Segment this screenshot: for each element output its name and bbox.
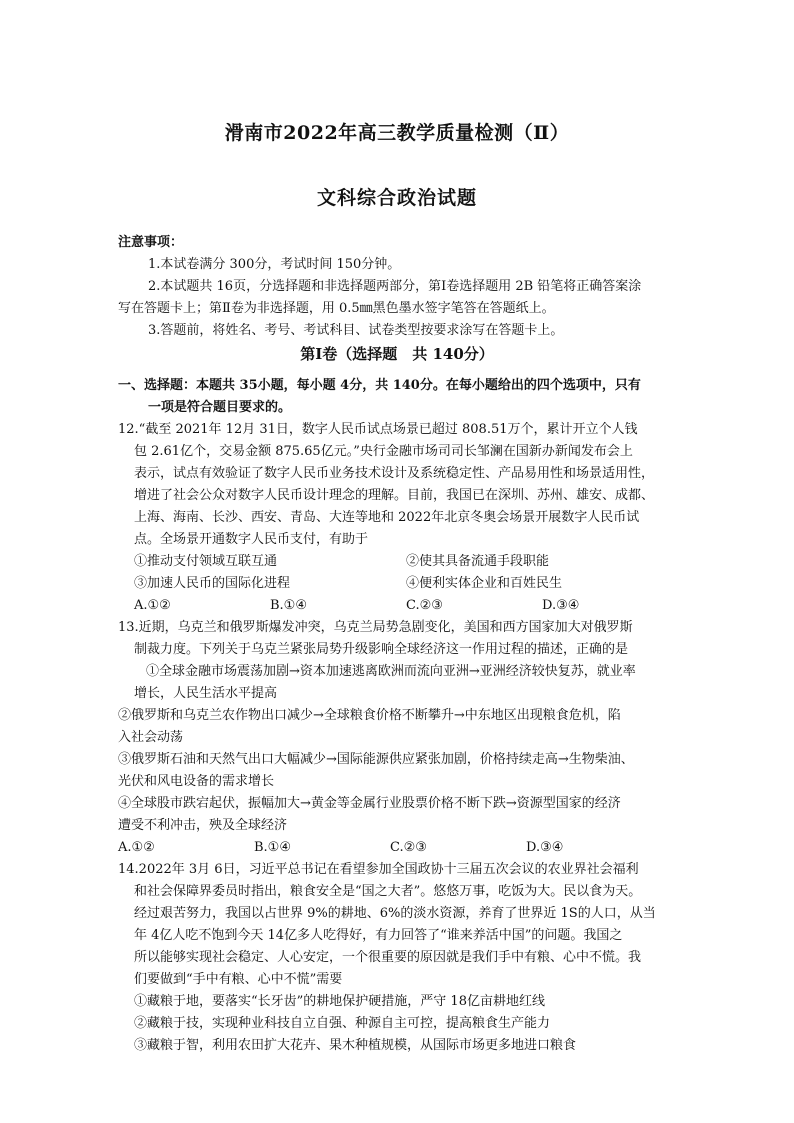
question-stem-line: 经过艰苦努力，我国以占世界 9%的耕地、6%的淡水资源，养育了世界近 1S的人口，从当 — [134, 906, 656, 921]
option-d: D.③④ — [526, 840, 564, 855]
statement: ②藏粮于技，实现种业科技自立自强、种源自主可控，提高粮食生产能力 — [134, 1016, 551, 1031]
instruction-line: 一项是符合题目要求的。 — [148, 400, 292, 415]
statement: ①全球金融市场震荡加剧→资本加速逃离欧洲而流向亚洲→亚洲经济较快复苏，就业率 — [146, 664, 636, 679]
statement: ①推动支付领域互联互通 — [134, 554, 278, 569]
statement: ③俄罗斯石油和天然气出口大幅减少→国际能源供应紧张加剧，价格持续走高→生物柴油、 — [118, 752, 634, 767]
statement: ②俄罗斯和乌克兰农作物出口减少→全球粮食价格不断攀升→中东地区出现粮食危机，陷 — [118, 708, 621, 723]
notice-item: 写在答题卡上；第Ⅱ卷为非选择题，用 0.5㎜黑色墨水签字笔答在答题纸上。 — [118, 301, 555, 316]
question-stem-line: 13.近期，乌克兰和俄罗斯爆发冲突，乌克兰局势急剧变化，美国和西方国家加大对俄罗斯 — [118, 620, 633, 635]
question-12 — [118, 419, 683, 617]
option-a: A.①② — [118, 840, 155, 855]
option-c: C.②③ — [390, 840, 427, 855]
section-instruction — [118, 375, 683, 419]
exam-title: 滑南市2022年高三教学质量检测（Ⅱ） — [224, 122, 570, 144]
question-stem-line: 包 2.61亿个，交易金额 875.65亿元。”央行金融市场司司长邹澜在国新办新闻发布会上 — [134, 444, 633, 459]
question-14 — [118, 859, 683, 1057]
notice-item: 1.本试卷满分 300分，考试时间 150分钟。 — [148, 257, 401, 272]
statement: ③加速人民币的国际化进程 — [134, 576, 291, 591]
question-stem-line: 点。全场景开通数字人民币支付，有助于 — [134, 532, 369, 547]
statement: 入社会动荡 — [118, 730, 184, 745]
option-a: A.①② — [134, 598, 171, 613]
exam-subtitle: 文科综合政治试题 — [316, 187, 477, 209]
question-stem-line: 和社会保障界委员时指出，粮食安全是“国之大者”。悠悠万事，吃饭为大。民以食为天。 — [134, 884, 642, 899]
statement: 增长，人民生活水平提高 — [134, 686, 278, 701]
option-b: B.①④ — [270, 598, 307, 613]
notice-item: 2.本试题共 16页，分选择题和非选择题两部分，第Ⅰ卷选择题用 2B 铅笔将正确答案涂 — [148, 279, 642, 294]
question-stem-line: 表示，试点有效验证了数字人民币业务技术设计及系统稳定性、产品易用性和场景适用性， — [134, 466, 655, 481]
question-stem-line: 年 4亿人吃不饱到今天 14亿多人吃得好，有力回答了“谁来养活中国”的问题。我国之 — [134, 928, 623, 943]
statement-row — [118, 573, 683, 595]
statement: ④全球股市跌宕起伏，振幅加大→黄金等金属行业股票价格不断下跌→资源型国家的经济 — [118, 796, 621, 811]
question-stem-line: 14.2022年 3月 6日，习近平总书记在看望参加全国政协十三届五次会议的农业界社会福利 — [118, 862, 639, 877]
options-row — [118, 837, 683, 859]
instruction-line: 一、选择题：本题共 35小题，每小题 4分，共 140分。在每小题给出的四个选项中，只有 — [118, 378, 641, 393]
section-title: 第Ⅰ卷（选择题 共 140分） — [300, 345, 494, 363]
question-13 — [118, 617, 683, 859]
option-d: D.③④ — [542, 598, 580, 613]
question-stem-line: 所以能够实现社会稳定、人心安定，一个很重要的原因就是我们手中有粮、心中不慌。我 — [134, 950, 642, 965]
question-stem-line: 上海、海南、长沙、西安、青岛、大连等地和 2022年北京冬奥会场景开展数字人民币试 — [134, 510, 640, 525]
option-b: B.①④ — [254, 840, 291, 855]
options-row — [118, 595, 683, 617]
notice-item: 3.答题前，将姓名、考号、考试科目、试卷类型按要求涂写在答题卡上。 — [148, 323, 564, 338]
notice-heading: 注意事项： — [118, 235, 184, 250]
statement-row — [118, 551, 683, 573]
question-stem-line: 增进了社会公众对数字人民币设计理念的理解。目前，我国已在深圳、苏州、雄安、成都、 — [134, 488, 655, 503]
statement: ①藏粮于地，要落实“长牙齿”的耕地保护硬措施，严守 18亿亩耕地红线 — [134, 994, 545, 1009]
statement: 光伏和风电设备的需求增长 — [118, 774, 275, 789]
statement: ②使其具备流通手段职能 — [406, 554, 550, 569]
question-stem-line: 12.“截至 2021年 12月 31日，数字人民币试点场景已超过 808.51万个，累计开立个人钱 — [118, 422, 638, 437]
notice-block — [118, 232, 683, 342]
statement: ④便利实体企业和百姓民生 — [406, 576, 563, 591]
statement: 遭受不利冲击，殃及全球经济 — [118, 818, 288, 833]
question-stem-line: 们要做到“手中有粮、心中不慌”需要 — [134, 972, 343, 987]
option-c: C.②③ — [406, 598, 443, 613]
statement: ③藏粮于智，利用农田扩大花卉、果木种植规模，从国际市场更多地进口粮食 — [134, 1038, 577, 1053]
question-stem-line: 制裁力度。下列关于乌克兰紧张局势升级影响全球经济这一作用过程的描述，正确的是 — [134, 642, 629, 657]
